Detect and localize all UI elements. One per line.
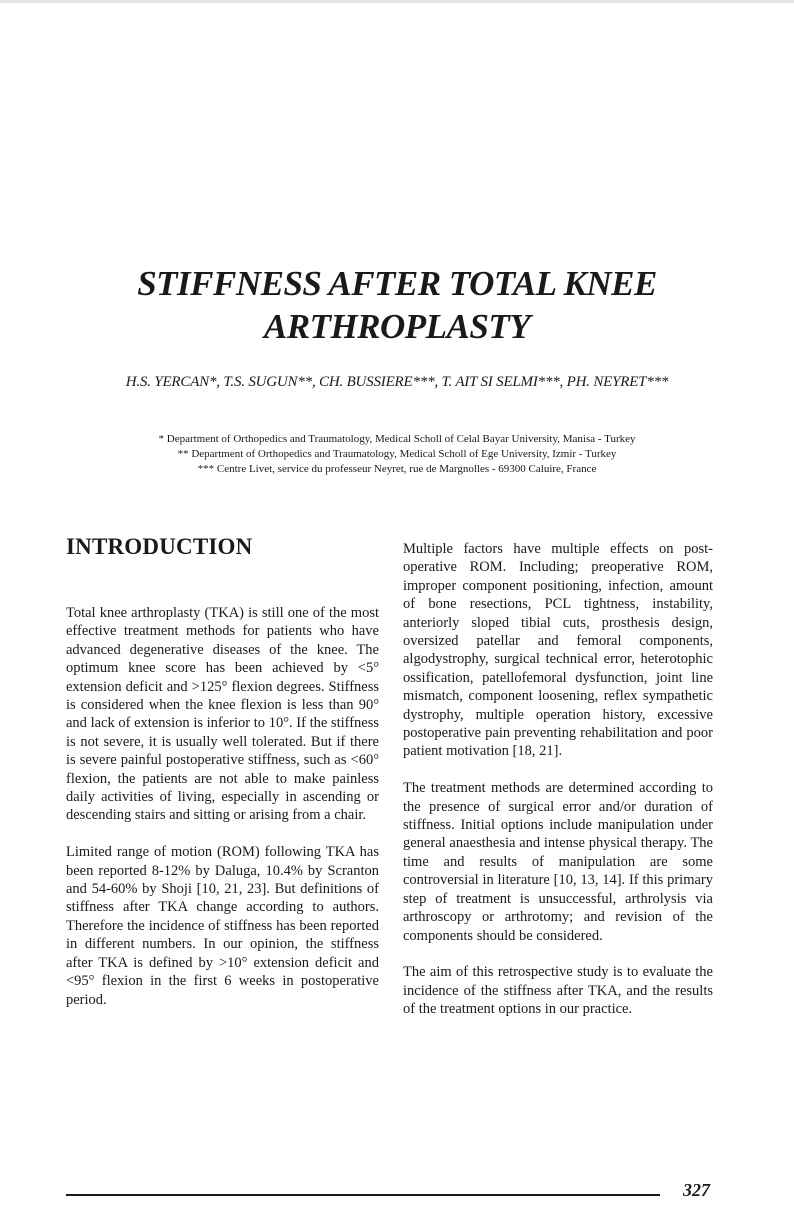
affiliations — [60, 432, 734, 477]
scan-top-edge — [0, 0, 794, 3]
affiliation-2: ** Department of Orthopedics and Traumatology, Medical Scholl of Ege University, Izmir - Turkey — [177, 448, 617, 460]
paragraph: Multiple factors have multiple effects on postoperative ROM. Including; preoperative ROM, improper component positioning, infection, amount of bone resections, PCL tightness, instability, anteriorly sloped tibial cuts, prosthesis design, oversized patellar and femoral components, algodystrophy, surgical technical error, heterotophic ossification, patellofemoral dysfunction, joint line mismatch, component loosening, reflex sympathetic dystrophy, multiple operation history, excessive postoperative pain preventing rehabilitation and poor patient motivation [18, 21]. — [403, 541, 713, 760]
title-line-1: STIFFNESS AFTER TOTAL KNEE — [137, 264, 657, 303]
footer-rule — [66, 1194, 660, 1196]
page-number: 327 — [683, 1180, 710, 1200]
left-column — [66, 604, 379, 1027]
affiliation-3: *** Centre Livet, service du professeur Neyret, rue de Margnolles - 69300 Caluire, France — [197, 463, 597, 475]
right-column — [403, 540, 713, 1037]
section-heading-introduction: INTRODUCTION — [66, 534, 253, 559]
title-line-2: ARTHROPLASTY — [263, 307, 531, 346]
paragraph: The aim of this retrospective study is to evaluate the incidence of the stiffness after TKA, and the results of the treatment options in our practice. — [403, 964, 713, 1018]
affiliation-1: * Department of Orthopedics and Traumatology, Medical Scholl of Celal Bayar University, Manisa - Turkey — [158, 433, 636, 445]
author-list: H.S. YERCAN*, T.S. SUGUN**, CH. BUSSIERE***, T. AIT SI SELMI***, PH. NEYRET*** — [125, 374, 669, 390]
paragraph: The treatment methods are determined according to the presence of surgical error and/or duration of stiffness. Initial options include manipulation under general anaesthesia and intense physical therapy. The time and results of manipulation are some controversial in literature [10, 13, 14]. If this primary step of treatment is unsuccessful, arthrolysis via arthroscopy or arthrotomy; and revision of the components should be considered. — [403, 780, 713, 944]
paragraph: Limited range of motion (ROM) following TKA has been reported 8-12% by Daluga, 10.4% by Scranton and 54-60% by Shoji [10, 21, 23]. But definitions of stiffness after TKA change according to authors. Therefore the incidence of stiffness has been reported in different numbers. In our opinion, the stiffness after TKA is defined by >10° extension deficit and <95° flexion in the first 6 weeks in postoperative period. — [66, 844, 379, 1008]
article-title — [60, 262, 734, 348]
paragraph: Total knee arthroplasty (TKA) is still one of the most effective treatment methods for patients who have advanced degenerative diseases of the knee. The optimum knee score has been achieved by <5° extension deficit and >125° flexion degrees. Stiffness is considered when the knee flexion is less than 90° and lack of extension is inferior to 10°. If the stiffness is not severe, it is usually well tolerated. But if there is severe painful postoperative stiffness, such as <60° flexion, the patients are not able to make painless daily activities of living, especially in ascending or descending stairs and sitting or arising from a chair. — [66, 605, 379, 824]
